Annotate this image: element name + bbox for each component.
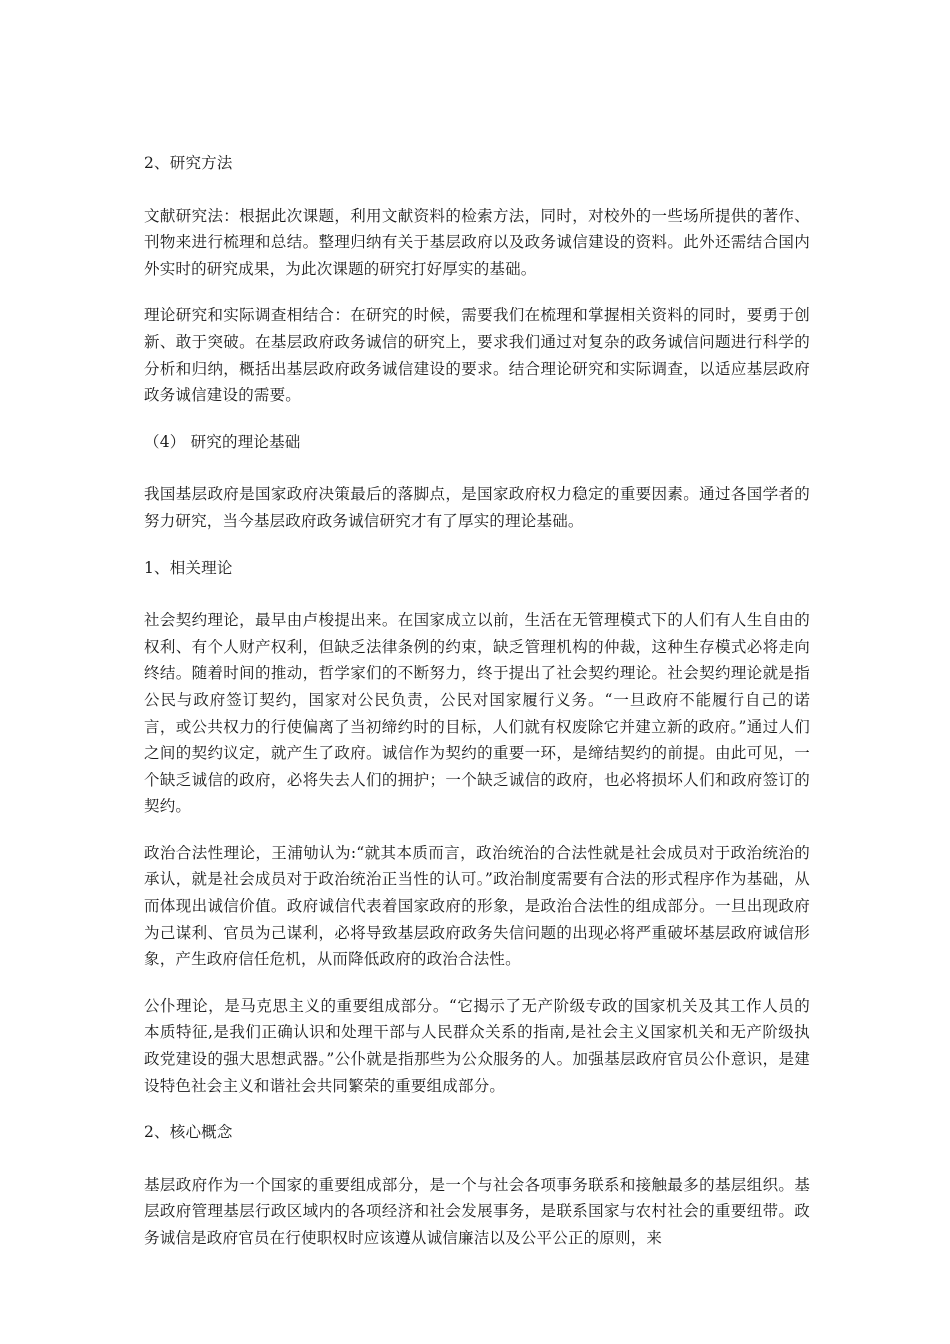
paragraph-public-servant: 公仆理论，是马克思主义的重要组成部分。“它揭示了无产阶级专政的国家机关及其工作人员的本质特征,是我们正确认识和处理干部与人民群众关系的指南,是社会主义国家机关和无产阶级执政党建设的强大思想武器。”公仆就是指那些为公众服务的人。加强基层政府官员公仆意识，是建设特色社会主义和谐社会共同繁荣的重要组成部分。 [144, 996, 810, 1095]
section-heading-related-theory: 1、相关理论 [144, 558, 233, 577]
paragraph-social-contract: 社会契约理论，最早由卢梭提出来。在国家成立以前，生活在无管理模式下的人们有人生自由的权利、有个人财产权利，但缺乏法律条例的约束，缺乏管理机构的仲裁，这种生存模式必将走向终结。随着时间的推动，哲学家们的不断努力，终于提出了社会契约理论。社会契约理论就是指公民与政府签订契约，国家对公民负责，公民对国家履行义务。“一旦政府不能履行自己的诺言，或公共权力的行使偏离了当初缔约时的目标，人们就有权废除它并建立新的政府。”通过人们之间的契约议定，就产生了政府。诚信作为契约的重要一环，是缔结契约的前提。由此可见，一个缺乏诚信的政府，必将失去人们的拥护；一个缺乏诚信的政府，也必将损坏人们和政府签订的契约。 [144, 611, 810, 816]
paragraph-basis-intro: 我国基层政府是国家政府决策最后的落脚点，是国家政府权力稳定的重要因素。通过各国学者的努力研究，当今基层政府政务诚信研究才有了厚实的理论基础。 [144, 485, 810, 530]
paragraph-grassroots-government: 基层政府作为一个国家的重要组成部分，是一个与社会各项事务联系和接触最多的基层组织。基层政府管理基层行政区域内的各项经济和社会发展事务，是联系国家与农村社会的重要纽带。政务诚信是政府官员在行使职权时应该遵从诚信廉洁以及公平公正的原则，来 [144, 1175, 810, 1247]
section-heading-theoretical-basis: （4） 研究的理论基础 [144, 432, 301, 451]
section-heading-core-concepts: 2、核心概念 [144, 1123, 233, 1142]
paragraph-theory-and-survey: 理论研究和实际调查相结合：在研究的时候，需要我们在梳理和掌握相关资料的同时，要勇于创新、敢于突破。在基层政府政务诚信的研究上，要求我们通过对复杂的政务诚信问题进行科学的分析和归纳，概括出基层政府政务诚信建设的要求。结合理论研究和实际调查，以适应基层政府政务诚信建设的需要。 [144, 306, 810, 405]
section-heading-research-methods: 2、研究方法 [144, 154, 233, 172]
paragraph-literature-method: 文献研究法：根据此次课题，利用文献资料的检索方法，同时，对校外的一些场所提供的著作、刊物来进行梳理和总结。整理归纳有关于基层政府以及政务诚信建设的资料。此外还需结合国内外实时的研究成果，为此次课题的研究打好厚实的基础。 [144, 206, 810, 278]
paragraph-political-legitimacy: 政治合法性理论，王浦劬认为:“就其本质而言，政治统治的合法性就是社会成员对于政治统治的承认，就是社会成员对于政治统治正当性的认可。”政治制度需要有合法的形式程序作为基础，从而体现出诚信价值。政府诚信代表着国家政府的形象，是政治合法性的组成部分。一旦出现政府为己谋利、官员为己谋利，必将导致基层政府政务失信问题的出现必将严重破坏基层政府诚信形象，产生政府信任危机，从而降低政府的政治合法性。 [144, 843, 810, 969]
